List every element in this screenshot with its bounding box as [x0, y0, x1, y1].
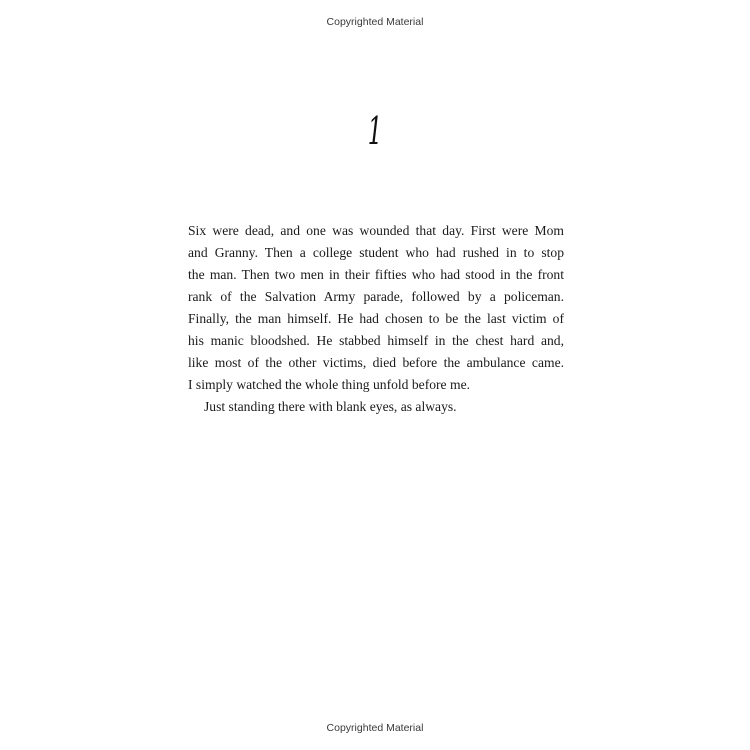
paragraph-1 — [188, 220, 564, 396]
text-line: Six were dead, and one was wounded that day. First were Mom — [188, 223, 564, 238]
text-line: rank of the Salvation Army parade, followed by a policeman. — [188, 289, 564, 304]
text-line: Just standing there with blank eyes, as always. — [204, 399, 457, 414]
chapter-body — [188, 220, 564, 418]
paragraph-2 — [188, 396, 564, 418]
text-line: like most of the other victims, died before the ambulance came. — [188, 355, 564, 370]
chapter-number: 1 — [367, 109, 383, 153]
copyright-watermark-top: Copyrighted Material — [326, 16, 424, 28]
text-line: I simply watched the whole thing unfold before me. — [188, 377, 470, 392]
text-line: and Granny. Then a college student who had rushed in to stop — [188, 245, 564, 260]
text-line: Finally, the man himself. He had chosen to be the last victim of — [188, 311, 564, 326]
text-line: his manic bloodshed. He stabbed himself in the chest hard and, — [188, 333, 564, 348]
text-line: the man. Then two men in their fifties who had stood in the front — [188, 267, 564, 282]
copyright-watermark-bottom: Copyrighted Material — [326, 722, 424, 734]
